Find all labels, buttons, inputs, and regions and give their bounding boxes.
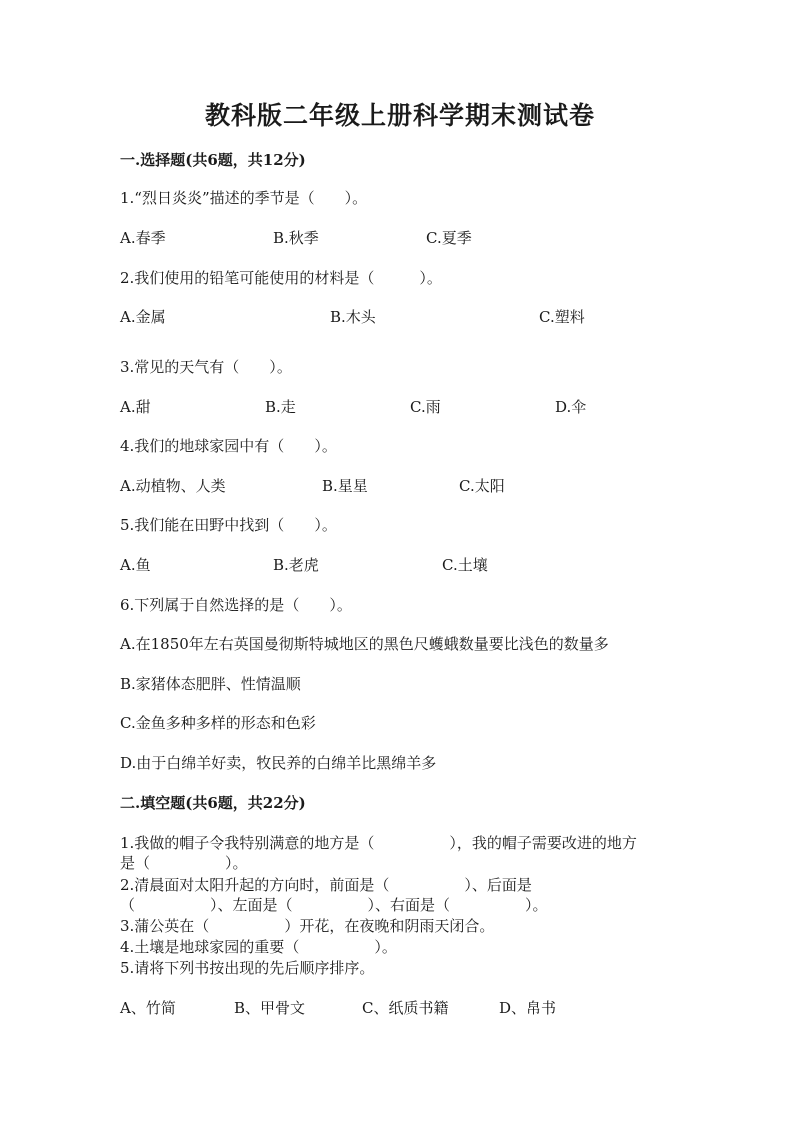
fill-question-1-line-2: 是（ ）。	[120, 854, 248, 872]
question-5-stem: 5.我们能在田野中找到（ ）。	[120, 516, 337, 534]
fill-question-2-line-1: 2.清晨面对太阳升起的方向时，前面是（ ）、后面是	[120, 876, 532, 894]
question-2-option-b: B.木头	[330, 308, 376, 326]
question-3-stem: 3.常见的天气有（ ）。	[120, 358, 292, 376]
section-heading-choice: 一.选择题(共6题，共12分)	[120, 151, 306, 169]
question-5-option-a: A.鱼	[120, 556, 151, 574]
fill-question-5-option-d: D、帛书	[499, 999, 557, 1017]
question-1-option-a: A.春季	[120, 229, 166, 247]
question-3-option-c: C.雨	[410, 398, 441, 416]
fill-question-5-option-c: C、纸质书籍	[362, 999, 449, 1017]
question-1-option-c: C.夏季	[426, 229, 472, 247]
question-4-option-a: A.动植物、人类	[120, 477, 226, 495]
question-4-stem: 4.我们的地球家园中有（ ）。	[120, 437, 337, 455]
question-5-option-c: C.土壤	[442, 556, 488, 574]
question-4-option-c: C.太阳	[459, 477, 505, 495]
fill-question-4: 4.土壤是地球家园的重要（ ）。	[120, 938, 397, 956]
question-5-option-b: B.老虎	[273, 556, 319, 574]
question-6-stem: 6.下列属于自然选择的是（ ）。	[120, 596, 352, 614]
fill-question-3: 3.蒲公英在（ ）开花，在夜晚和阴雨天闭合。	[120, 917, 495, 935]
question-6-option-b: B.家猪体态肥胖、性情温顺	[120, 675, 301, 693]
page-title: 教科版二年级上册科学期末测试卷	[204, 101, 595, 130]
fill-question-1-line-1: 1.我做的帽子令我特别满意的地方是（ ），我的帽子需要改进的地方	[120, 834, 637, 852]
section-heading-fill-in: 二.填空题(共6题，共22分)	[120, 794, 306, 812]
question-6-option-c: C.金鱼多种多样的形态和色彩	[120, 714, 316, 732]
fill-question-5-option-a: A、竹简	[120, 999, 176, 1017]
fill-question-5-option-b: B、甲骨文	[234, 999, 306, 1017]
question-1-option-b: B.秋季	[273, 229, 319, 247]
question-6-option-a: A.在1850年左右英国曼彻斯特城地区的黑色尺蠖蛾数量要比浅色的数量多	[120, 635, 609, 653]
question-4-option-b: B.星星	[322, 477, 368, 495]
question-3-option-b: B.走	[265, 398, 296, 416]
question-2-option-c: C.塑料	[539, 308, 585, 326]
fill-question-5: 5.请将下列书按出现的先后顺序排序。	[120, 959, 375, 977]
fill-question-2-line-2: （ ）、左面是（ ）、右面是（ ）。	[120, 896, 548, 914]
question-3-option-d: D.伞	[555, 398, 587, 416]
question-3-option-a: A.甜	[120, 398, 151, 416]
question-2-stem: 2.我们使用的铅笔可能使用的材料是（ ）。	[120, 269, 442, 287]
question-6-option-d: D.由于白绵羊好卖，牧民养的白绵羊比黑绵羊多	[120, 754, 437, 772]
question-1-stem: 1.“烈日炎炎”描述的季节是（ ）。	[120, 189, 368, 207]
question-2-option-a: A.金属	[120, 308, 166, 326]
